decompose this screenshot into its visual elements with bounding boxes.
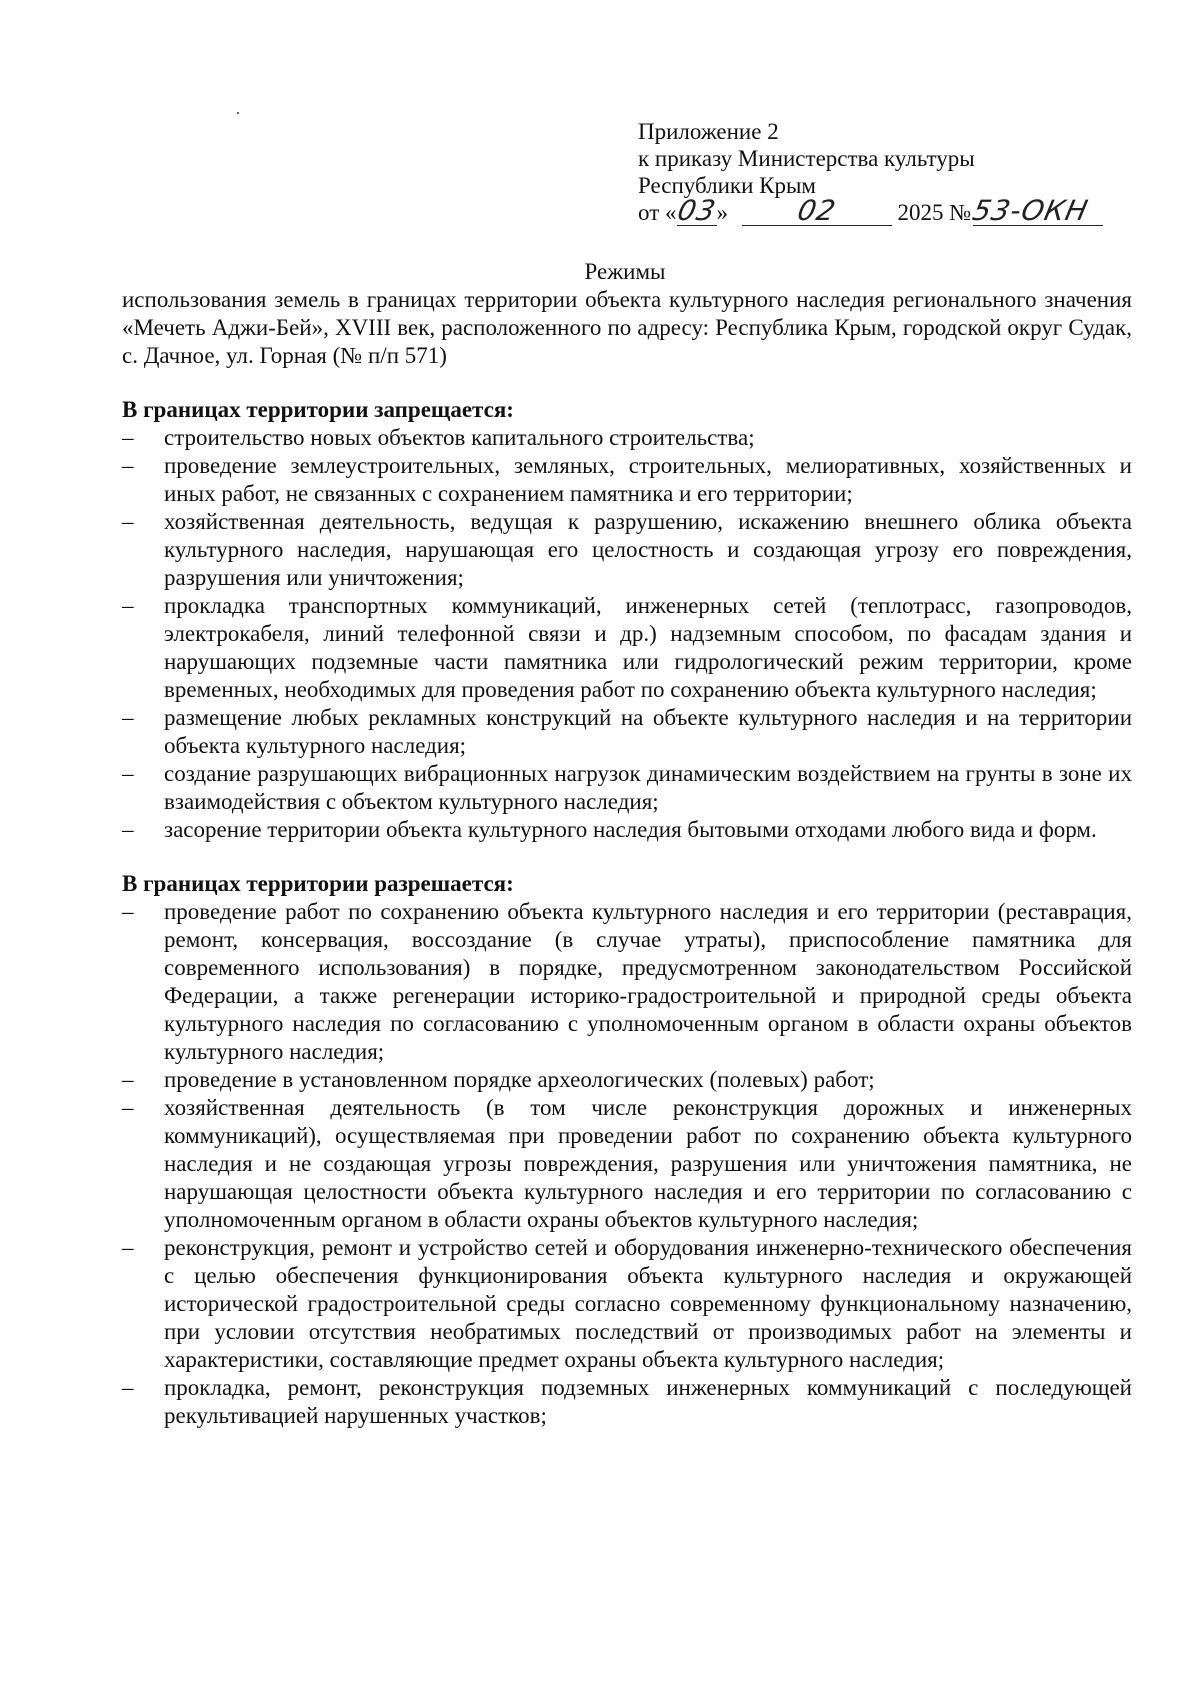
prohibited-heading: В границах территории запрещается:	[122, 397, 514, 422]
date-month-handwritten: 02	[794, 194, 840, 227]
appendix-number: Приложение 2	[638, 119, 779, 144]
list-item: – проведение работ по сохранению объекта культурного наследия и его территории (реставрация, ремонт, консервация, воссоздание (в случае утраты), приспособление памятника для современного использования) в порядке, предусмотренном законодательством Российской Федерации, а также регенерации историко-градостроительной и природной среды объекта культурного наследия по согласованию с уполномоченным органом в области охраны объектов культурного наследия;	[122, 898, 1132, 1066]
appendix-order-ref: к приказу Министерства культуры	[638, 146, 975, 171]
list-item: – хозяйственная деятельность, ведущая к разрушению, искажению внешнего облика объекта культурного наследия, нарушающая его целостность и создающая угрозу его повреждения, разрушения или уничтожения;	[122, 508, 1132, 592]
list-item: – строительство новых объектов капитального строительства;	[122, 424, 1132, 452]
list-item: – размещение любых рекламных конструкций на объекте культурного наследия и на территории объекта культурного наследия;	[122, 704, 1132, 760]
list-item: – создание разрушающих вибрационных нагрузок динамическим воздействием на грунты в зоне их взаимодействия с объектом культурного наследия;	[122, 760, 1132, 816]
permitted-list	[122, 898, 1132, 1430]
prohibited-list	[122, 424, 1132, 844]
date-prefix: от «	[638, 200, 677, 225]
document-title: Режимы	[584, 259, 666, 284]
date-month-field	[742, 194, 892, 227]
order-number-handwritten: 53-ОКН	[969, 194, 1092, 227]
document-subtitle: использования земель в границах территории объекта культурного наследия регионального значения «Мечеть Аджи-Бей», XVIII век, расположенного по адресу: Республика Крым, городской округ Судак, с. Дачное, ул. Горная (№ п/п 571)	[122, 287, 1132, 368]
section-gap	[122, 844, 1132, 870]
order-number-field	[969, 194, 1103, 227]
permitted-heading: В границах территории разрешается:	[122, 871, 514, 896]
scan-speck	[237, 112, 239, 114]
date-year: 2025 №	[897, 200, 972, 225]
document-body	[122, 286, 1132, 1430]
list-item: – проведение землеустроительных, земляных, строительных, мелиоративных, хозяйственных и иных работ, не связанных с сохранением памятника и его территории;	[122, 452, 1132, 508]
list-item: – проведение в установленном порядке археологических (полевых) работ;	[122, 1066, 1132, 1094]
date-day-handwritten: 03	[674, 194, 719, 227]
appendix-republic: Республики Крым	[638, 173, 816, 198]
appendix-date-line	[638, 194, 1103, 227]
list-item: – прокладка, ремонт, реконструкция подземных инженерных коммуникаций с последующей рекультивацией нарушенных участков;	[122, 1374, 1132, 1430]
list-item: – засорение территории объекта культурного наследия бытовыми отходами любого вида и форм.	[122, 816, 1132, 844]
date-mid: »	[716, 200, 728, 225]
list-item: – хозяйственная деятельность (в том числе реконструкция дорожных и инженерных коммуникаций), осуществляемая при проведении работ по сохранению объекта культурного наследия и не создающая угрозы повреждения, разрушения или уничтожения памятника, не нарушающая целостности объекта культурного наследия и его территории по согласованию с уполномоченным органом в области охраны объектов культурного наследия;	[122, 1094, 1132, 1234]
list-item: – прокладка транспортных коммуникаций, инженерных сетей (теплотрасс, газопроводов, электрокабеля, линий телефонной связи и др.) надземным способом, по фасадам здания и нарушающих подземные части памятника или гидрологический режим территории, кроме временных, необходимых для проведения работ по сохранению объекта культурного наследия;	[122, 592, 1132, 704]
date-day-field	[674, 194, 719, 227]
appendix-block	[638, 118, 1103, 226]
list-item: – реконструкция, ремонт и устройство сетей и оборудования инженерно-технического обеспечения с целью обеспечения функционирования объекта культурного наследия и окружающей исторической градостроительной среды согласно современному функциональному назначению, при условии отсутствия необратимых последствий от производимых работ на элементы и характеристики, составляющие предмет охраны объекта культурного наследия;	[122, 1234, 1132, 1374]
